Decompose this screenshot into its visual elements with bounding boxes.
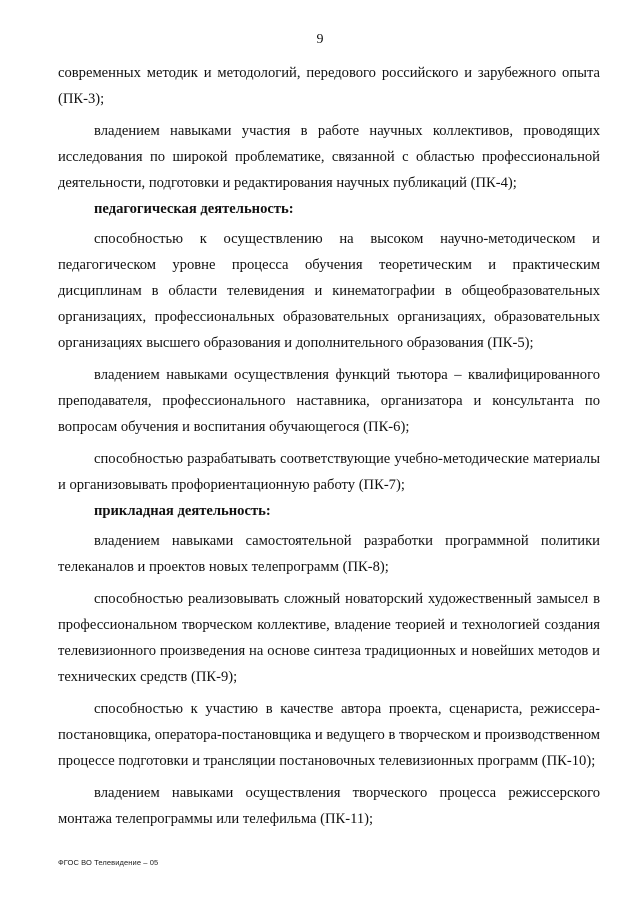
paragraph-pk6: владением навыками осуществления функций тьютора – квалифицированного преподавателя, профессионального наставника, организатора и консультанта по вопросам обучения и воспитания обучающегося (ПК-6); [58,367,600,435]
paragraph-pk3-end: современных методик и методологий, передового российского и зарубежного опыта (ПК-3); [58,65,600,107]
page-body [58,60,600,832]
paragraph-pk4: владением навыками участия в работе научных коллективов, проводящих исследования по широкой проблематике, связанной с областью профессиональной деятельности, подготовки и редактирования научных публикаций (ПК-4); [58,123,600,191]
paragraph-pk10: способностью к участию в качестве автора проекта, сценариста, режиссера-постановщика, оператора-постановщика и ведущего в творческом и производственном процессе подготовки и трансляции постановочных телевизионных программ (ПК-10); [58,701,600,769]
page-footer: ФГОС ВО Телевидение – 05 [58,858,159,867]
paragraph-pk5: способностью к осуществлению на высоком научно-методическом и педагогическом уровне процесса обучения теоретическим и практическим дисциплинам в области телевидения и кинематографии в общеобразовательных организациях, профессиональных образовательных организациях, образовательных организациях высшего образования и дополнительного образования (ПК-5); [58,231,600,351]
paragraph-pk11: владением навыками осуществления творческого процесса режиссерского монтажа телепрограммы или телефильма (ПК-11); [58,785,600,827]
paragraph-pk7: способностью разрабатывать соответствующие учебно-методические материалы и организовывать профориентационную работу (ПК-7); [58,451,600,493]
paragraph-pk8: владением навыками самостоятельной разработки программной политики телеканалов и проектов новых телепрограмм (ПК-8); [58,533,600,575]
page-number: 9 [316,32,324,47]
paragraph-pk9: способностью реализовывать сложный новаторский художественный замысел в профессиональном творческом коллективе, владение теорией и технологией создания телевизионного произведения на основе синтеза традиционных и новейших методов и технических средств (ПК-9); [58,591,600,685]
heading-pedagogical-activity: педагогическая деятельность: [94,201,294,217]
heading-applied-activity: прикладная деятельность: [94,503,271,519]
